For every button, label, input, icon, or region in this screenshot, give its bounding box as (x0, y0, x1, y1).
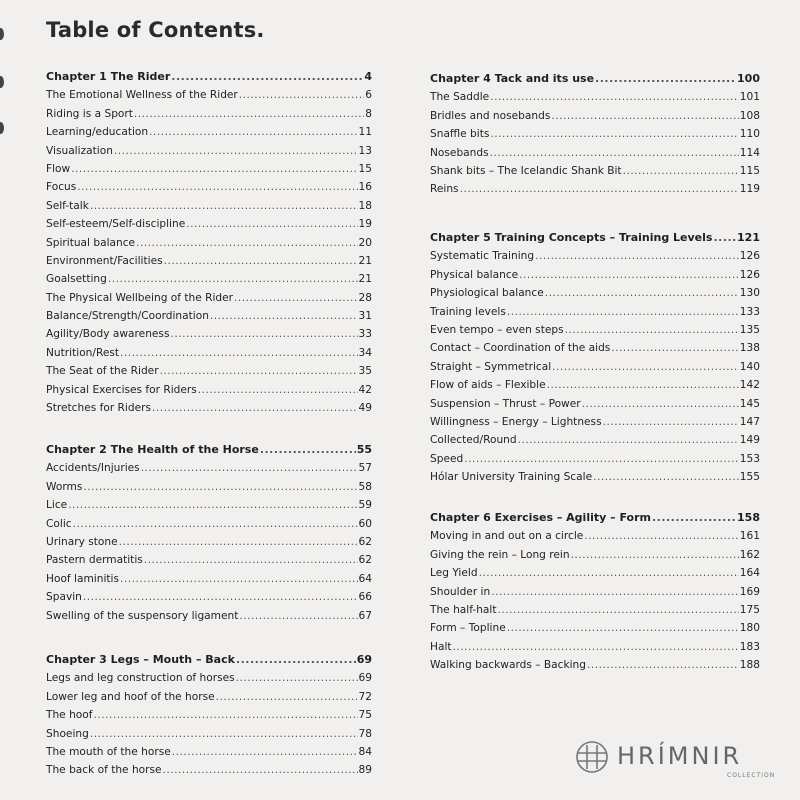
toc-entry (430, 358, 760, 376)
page-number: 55 (356, 443, 372, 456)
entry-title: The hoof (46, 709, 93, 722)
page-number: 108 (739, 109, 760, 122)
toc-entry (46, 197, 372, 215)
entry-title: The half-halt (430, 603, 497, 616)
page-number: 6 (365, 89, 372, 102)
page-number: 140 (739, 360, 760, 373)
entry-title: Physical Exercises for Riders (46, 383, 197, 396)
toc-entry (46, 688, 372, 706)
chapter-title: Chapter 5 Training Concepts – Training Levels (430, 231, 713, 244)
dot-leader (120, 344, 357, 362)
entry-title: Worms (46, 480, 83, 493)
dot-leader (73, 515, 358, 533)
dot-leader (236, 669, 358, 687)
page-number: 153 (739, 452, 760, 465)
toc-entry (46, 86, 372, 104)
toc-entry (46, 325, 372, 343)
page-number: 35 (358, 365, 372, 378)
toc-entry (46, 289, 372, 307)
toc-entry (46, 706, 372, 724)
entry-title: Training levels (430, 305, 506, 318)
page-number: 126 (739, 250, 760, 263)
entry-title: Reins (430, 183, 459, 196)
page-number: 164 (739, 567, 760, 580)
entry-title: Hoof laminitis (46, 572, 119, 585)
page-number: 180 (739, 622, 760, 635)
dot-leader (77, 178, 357, 196)
dot-leader (584, 527, 738, 545)
entry-title: Contact – Coordination of the aids (430, 342, 611, 355)
page-number: 72 (358, 690, 372, 703)
spine-dot (0, 76, 4, 88)
page-number: 21 (358, 254, 372, 267)
logo-subtitle: COLLECTION (727, 772, 776, 779)
toc-entry (46, 743, 372, 761)
page-number: 49 (358, 402, 372, 415)
page-number: 59 (358, 499, 372, 512)
page-number: 13 (358, 144, 372, 157)
toc-entry (430, 431, 760, 449)
dot-leader (551, 107, 738, 125)
page-number: 84 (358, 745, 372, 758)
entry-title: Bridles and nosebands (430, 109, 551, 122)
chapter-title: Chapter 2 The Health of the Horse (46, 443, 259, 456)
dot-leader (164, 252, 358, 270)
hrimnir-logo-icon (575, 740, 609, 774)
dot-leader (239, 607, 357, 625)
toc-entry (46, 607, 372, 625)
dot-leader (552, 358, 739, 376)
page-number: 66 (358, 591, 372, 604)
chapter-title: Chapter 3 Legs – Mouth – Back (46, 653, 235, 666)
dot-leader (603, 413, 739, 431)
dot-leader (239, 86, 364, 104)
toc-entry (46, 496, 372, 514)
toc-entry (46, 215, 372, 233)
page-number: 89 (358, 764, 372, 777)
toc-entry (46, 178, 372, 196)
entry-title: Flow of aids – Flexible (430, 379, 546, 392)
page-number: 58 (358, 480, 372, 493)
toc-entry (430, 619, 760, 637)
dot-leader (479, 564, 739, 582)
dot-leader (83, 478, 357, 496)
entry-title: Legs and leg construction of horses (46, 672, 235, 685)
entry-title: Learning/education (46, 126, 149, 139)
page-number: 62 (358, 535, 372, 548)
page-number: 15 (358, 162, 372, 175)
entry-title: Pastern dermatitis (46, 554, 143, 567)
dot-leader (134, 105, 364, 123)
dot-leader (490, 125, 738, 143)
entry-title: Goalsetting (46, 273, 107, 286)
page-number: 28 (358, 291, 372, 304)
toc-entry (430, 601, 760, 619)
chapter-heading (430, 70, 760, 88)
toc-entry (430, 339, 760, 357)
page-number: 100 (737, 72, 760, 85)
dot-leader (198, 381, 358, 399)
dot-leader (90, 725, 358, 743)
page-number: 20 (358, 236, 372, 249)
page-number: 119 (739, 183, 760, 196)
chapter-heading (46, 441, 372, 459)
toc-entry (46, 160, 372, 178)
dot-leader (490, 88, 739, 106)
dot-leader (547, 376, 739, 394)
toc-entry (430, 125, 760, 143)
page-number: 4 (364, 70, 372, 83)
entry-title: Visualization (46, 144, 113, 157)
page-number: 16 (358, 181, 372, 194)
entry-title: Balance/Strength/Coordination (46, 310, 209, 323)
page-number: 169 (739, 585, 760, 598)
page-number: 115 (739, 164, 760, 177)
chapter-section (430, 229, 760, 486)
chapter-title: Chapter 1 The Rider (46, 70, 171, 83)
dot-leader (119, 533, 358, 551)
page-number: 130 (739, 287, 760, 300)
entry-title: Shoulder in (430, 585, 491, 598)
toc-entry (430, 450, 760, 468)
toc-entry (430, 527, 760, 545)
entry-title: Self-talk (46, 199, 89, 212)
entry-title: Lice (46, 499, 68, 512)
entry-title: Speed (430, 452, 464, 465)
entry-title: Lower leg and hoof of the horse (46, 690, 215, 703)
page-number: 31 (358, 310, 372, 323)
toc-entry (46, 123, 372, 141)
dot-leader (90, 197, 358, 215)
page-number: 21 (358, 273, 372, 286)
page-number: 64 (358, 572, 372, 585)
page-number: 188 (739, 659, 760, 672)
toc-entry (46, 761, 372, 779)
toc-entry (430, 303, 760, 321)
dot-leader (172, 743, 358, 761)
entry-title: Physical balance (430, 268, 519, 281)
dot-leader (114, 142, 358, 160)
page-number: 149 (739, 434, 760, 447)
page-number: 67 (358, 609, 372, 622)
brand-logo (575, 738, 775, 782)
entry-title: Spavin (46, 591, 82, 604)
toc-entry (46, 344, 372, 362)
toc-entry (46, 669, 372, 687)
dot-leader (491, 583, 739, 601)
dot-leader (152, 399, 358, 417)
page-number: 147 (739, 415, 760, 428)
page-number: 42 (358, 383, 372, 396)
entry-title: Stretches for Riders (46, 402, 151, 415)
entry-title: Colic (46, 517, 72, 530)
page-number: 114 (739, 146, 760, 159)
page-number: 142 (739, 379, 760, 392)
entry-title: The mouth of the horse (46, 745, 171, 758)
dot-leader (71, 160, 357, 178)
page-number: 175 (739, 603, 760, 616)
page-number: 110 (739, 128, 760, 141)
dot-leader (141, 459, 358, 477)
toc-entry (46, 459, 372, 477)
entry-title: Shoeing (46, 727, 89, 740)
toc-entry (430, 266, 760, 284)
toc-entry (430, 284, 760, 302)
entry-title: Urinary stone (46, 535, 118, 548)
entry-title: The back of the horse (46, 764, 162, 777)
toc-entry (46, 588, 372, 606)
entry-title: Shank bits – The Icelandic Shank Bit (430, 164, 622, 177)
toc-entry (46, 478, 372, 496)
entry-title: Form – Topline (430, 622, 506, 635)
entry-title: Environment/Facilities (46, 254, 163, 267)
toc-entry (430, 162, 760, 180)
dot-leader (582, 395, 739, 413)
entry-title: Accidents/Injuries (46, 462, 140, 475)
toc-entry (46, 105, 372, 123)
page-number: 33 (358, 328, 372, 341)
page-number: 69 (356, 653, 372, 666)
toc-entry (430, 638, 760, 656)
dot-leader (518, 431, 739, 449)
dot-leader (545, 284, 739, 302)
page-number: 62 (358, 554, 372, 567)
page-number: 121 (737, 231, 760, 244)
dot-leader (593, 468, 739, 486)
entry-title: Spiritual balance (46, 236, 136, 249)
toc-entry (46, 307, 372, 325)
spine-dot (0, 122, 4, 134)
entry-title: Systematic Training (430, 250, 535, 263)
chapter-heading (430, 229, 760, 247)
dot-leader (149, 123, 357, 141)
dot-leader (535, 247, 739, 265)
toc-entry (46, 515, 372, 533)
dot-leader (120, 570, 358, 588)
dot-leader (171, 68, 363, 86)
toc-entry (46, 381, 372, 399)
page-number: 34 (358, 346, 372, 359)
dot-leader (595, 70, 736, 88)
page-number: 161 (739, 530, 760, 543)
page-number: 78 (358, 727, 372, 740)
entry-title: Nosebands (430, 146, 489, 159)
entry-title: Agility/Body awareness (46, 328, 170, 341)
page-number: 8 (365, 107, 372, 120)
toc-entry (430, 180, 760, 198)
toc-entry (430, 546, 760, 564)
page-number: 18 (358, 199, 372, 212)
page-number: 145 (739, 397, 760, 410)
page-number: 183 (739, 640, 760, 653)
page-number: 162 (739, 548, 760, 561)
entry-title: Nutrition/Rest (46, 346, 120, 359)
toc-entry (430, 395, 760, 413)
chapter-section (46, 68, 372, 417)
toc-entry (46, 533, 372, 551)
chapter-section (430, 70, 760, 199)
dot-leader (498, 601, 739, 619)
page-number: 138 (739, 342, 760, 355)
dot-leader (507, 619, 739, 637)
dot-leader (108, 270, 358, 288)
toc-entry (430, 413, 760, 431)
chapter-heading (430, 509, 760, 527)
dot-leader (234, 289, 358, 307)
dot-leader (160, 362, 358, 380)
toc-entry (46, 362, 372, 380)
entry-title: Walking backwards – Backing (430, 659, 586, 672)
entry-title: Swelling of the suspensory ligament (46, 609, 239, 622)
toc-entry (46, 725, 372, 743)
dot-leader (163, 761, 358, 779)
dot-leader (652, 509, 736, 527)
page-number: 155 (739, 471, 760, 484)
page-title: Table of Contents. (46, 18, 265, 42)
dot-leader (519, 266, 739, 284)
toc-entry (430, 564, 760, 582)
dot-leader (260, 441, 356, 459)
toc-entry (46, 142, 372, 160)
entry-title: Self-esteem/Self-discipline (46, 218, 186, 231)
toc-entry (46, 234, 372, 252)
toc-entry (46, 270, 372, 288)
toc-entry (46, 399, 372, 417)
dot-leader (587, 656, 739, 674)
dot-leader (565, 321, 739, 339)
dot-leader (464, 450, 739, 468)
dot-leader (611, 339, 738, 357)
toc-entry (430, 88, 760, 106)
toc-entry (430, 321, 760, 339)
toc-entry (430, 376, 760, 394)
dot-leader (216, 688, 358, 706)
page-number: 158 (737, 511, 760, 524)
chapter-title: Chapter 4 Tack and its use (430, 72, 595, 85)
entry-title: Snaffle bits (430, 128, 490, 141)
page-number: 57 (358, 462, 372, 475)
entry-title: The Saddle (430, 91, 490, 104)
entry-title: Even tempo – even steps (430, 323, 564, 336)
page-number: 126 (739, 268, 760, 281)
logo-wordmark: HRÍMNIR (617, 742, 743, 770)
toc-entry (430, 468, 760, 486)
entry-title: The Seat of the Rider (46, 365, 159, 378)
dot-leader (571, 546, 739, 564)
dot-leader (210, 307, 358, 325)
dot-leader (144, 551, 358, 569)
page-number: 133 (739, 305, 760, 318)
dot-leader (68, 496, 357, 514)
toc-entry (46, 551, 372, 569)
toc-entry (46, 570, 372, 588)
page-number: 75 (358, 709, 372, 722)
toc-entry (430, 656, 760, 674)
entry-title: The Physical Wellbeing of the Rider (46, 291, 234, 304)
dot-leader (460, 180, 739, 198)
entry-title: Leg Yield (430, 567, 478, 580)
toc-entry (430, 583, 760, 601)
dot-leader (93, 706, 357, 724)
entry-title: Hólar University Training Scale (430, 471, 593, 484)
dot-leader (236, 651, 356, 669)
entry-title: The Emotional Wellness of the Rider (46, 89, 238, 102)
page-number: 69 (358, 672, 372, 685)
entry-title: Physiological balance (430, 287, 544, 300)
dot-leader (623, 162, 739, 180)
dot-leader (713, 229, 736, 247)
entry-title: Willingness – Energy – Lightness (430, 415, 602, 428)
entry-title: Focus (46, 181, 77, 194)
toc-entry (46, 252, 372, 270)
page-number: 19 (358, 218, 372, 231)
chapter-heading (46, 651, 372, 669)
entry-title: Straight – Symmetrical (430, 360, 552, 373)
toc-entry (430, 107, 760, 125)
dot-leader (83, 588, 358, 606)
toc-entry (430, 247, 760, 265)
page-number: 101 (739, 91, 760, 104)
chapter-section (430, 509, 760, 675)
dot-leader (490, 144, 739, 162)
dot-leader (170, 325, 357, 343)
entry-title: Collected/Round (430, 434, 517, 447)
entry-title: Giving the rein – Long rein (430, 548, 570, 561)
dot-leader (507, 303, 739, 321)
dot-leader (186, 215, 357, 233)
toc-entry (430, 144, 760, 162)
chapter-title: Chapter 6 Exercises – Agility – Form (430, 511, 651, 524)
dot-leader (453, 638, 739, 656)
chapter-section (46, 441, 372, 625)
chapter-section (46, 651, 372, 780)
dot-leader (136, 234, 357, 252)
entry-title: Riding is a Sport (46, 107, 133, 120)
page-number: 135 (739, 323, 760, 336)
entry-title: Suspension – Thrust – Power (430, 397, 581, 410)
page-number: 11 (358, 126, 372, 139)
page-number: 60 (358, 517, 372, 530)
chapter-heading (46, 68, 372, 86)
entry-title: Moving in and out on a circle (430, 530, 584, 543)
entry-title: Flow (46, 162, 71, 175)
entry-title: Halt (430, 640, 452, 653)
spine-dot (0, 28, 4, 40)
